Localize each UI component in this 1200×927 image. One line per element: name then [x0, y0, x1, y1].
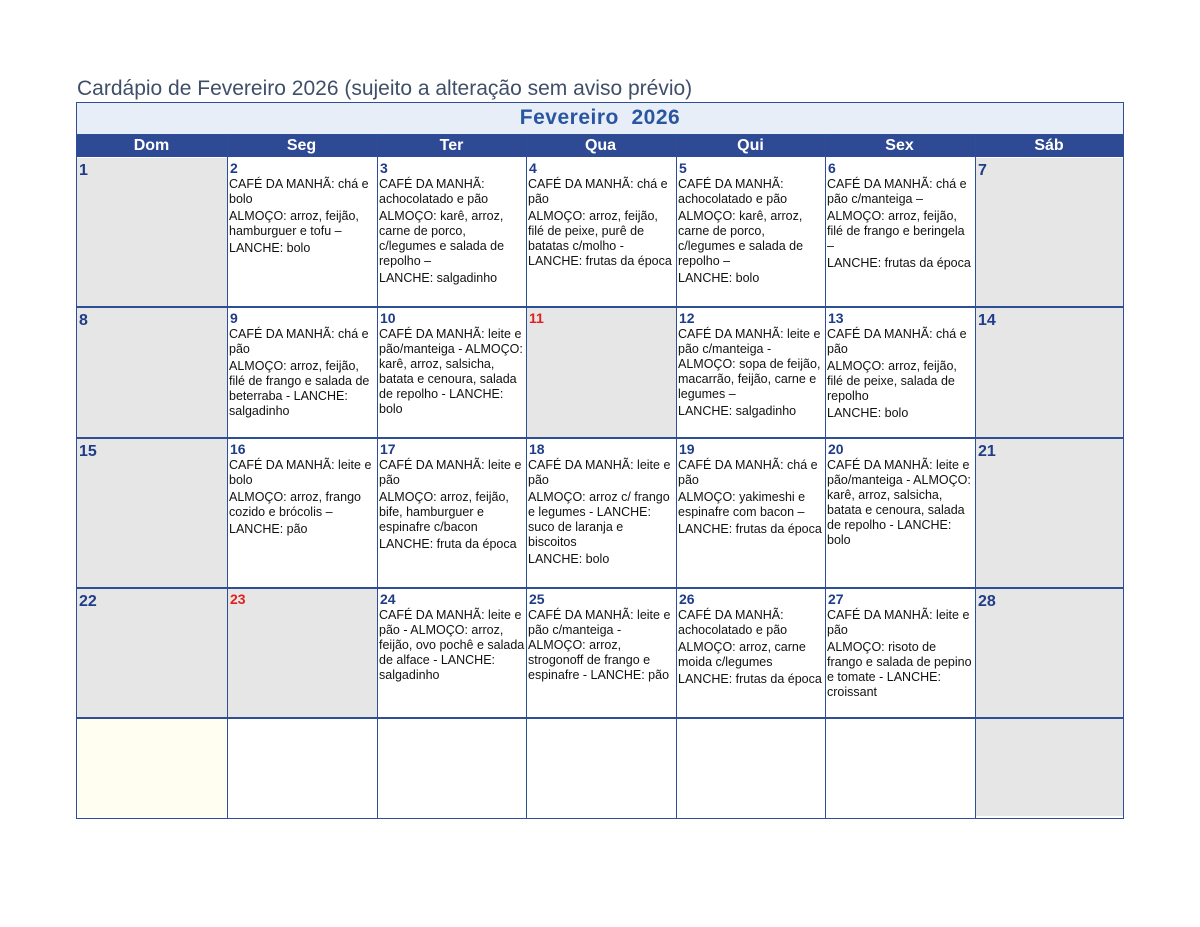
menu-item: CAFÉ DA MANHÃ: leite e pão - ALMOÇO: arroz, feijão, ovo pochê e salada de alface - LANCHE: salgadinho: [379, 608, 525, 682]
grid-divider-horizontal: [77, 717, 1123, 719]
menu-item: ALMOÇO: karê, arroz, carne de porco, c/legumes e salada de repolho –: [678, 209, 804, 268]
menu-item: CAFÉ DA MANHÃ: achocolatado e pão: [678, 608, 788, 637]
menu-item: ALMOÇO: arroz, feijão, filé de frango e salada de beterraba - LANCHE: salgadinho: [229, 359, 370, 418]
grid-divider-horizontal: [77, 587, 1123, 589]
calendar: [76, 102, 1124, 819]
menu-item: CAFÉ DA MANHÃ: chá e pão c/manteiga –: [827, 177, 967, 206]
day-number: 14: [978, 312, 996, 329]
menu-item: CAFÉ DA MANHÃ: leite e pão c/manteiga - ALMOÇO: arroz, strogonoff de frango e espinafre - LANCHE: pão: [528, 608, 671, 682]
menu-list: [378, 177, 526, 286]
day-number: 28: [978, 593, 996, 610]
weekday-monday: Seg: [286, 137, 317, 154]
day-cell-28: [976, 589, 1123, 717]
day-cell-11: [527, 308, 676, 437]
menu-item: LANCHE: fruta da época: [379, 537, 517, 551]
day-number: 11: [529, 310, 544, 326]
day-cell-25: [527, 589, 676, 717]
weekday-thursday: Qui: [737, 137, 764, 154]
day-cell-14: [976, 308, 1123, 437]
page-title: Cardápio de Fevereiro 2026 (sujeito a alteração sem aviso prévio): [77, 77, 693, 100]
grid-divider-vertical: [825, 135, 826, 818]
day-number: 10: [380, 310, 396, 326]
day-cell-16: [228, 439, 377, 587]
menu-item: ALMOÇO: arroz, frango cozido e brócolis –: [229, 490, 361, 519]
grid-divider-vertical: [676, 135, 677, 818]
menu-list: [677, 608, 825, 687]
day-cell-12: [677, 308, 825, 437]
day-number: 5: [679, 160, 687, 176]
menu-item: CAFÉ DA MANHÃ: chá e pão: [678, 458, 818, 487]
day-number: 23: [230, 591, 246, 607]
day-number: 9: [230, 310, 238, 326]
day-cell-27: [826, 589, 975, 717]
menu-list: [826, 458, 975, 548]
menu-item: LANCHE: salgadinho: [379, 271, 498, 285]
menu-item: CAFÉ DA MANHÃ: leite e pão: [528, 458, 671, 487]
menu-item: LANCHE: frutas da época: [827, 256, 971, 270]
grid-divider-vertical: [526, 135, 527, 818]
day-cell-13: [826, 308, 975, 437]
menu-item: ALMOÇO: yakimeshi e espinafre com bacon –: [678, 490, 806, 519]
day-number: 13: [828, 310, 844, 326]
day-number: 21: [978, 443, 996, 460]
day-number: 2: [230, 160, 238, 176]
menu-list: [826, 608, 975, 700]
menu-item: ALMOÇO: arroz, feijão, hamburguer e tofu –: [229, 209, 359, 238]
day-cell-15: [77, 439, 227, 587]
menu-item: LANCHE: pão: [229, 522, 308, 536]
menu-list: [228, 327, 377, 419]
day-cell-20: [826, 439, 975, 587]
weekday-header-row: [77, 135, 1123, 157]
menu-item: ALMOÇO: arroz, feijão, filé de peixe, purê de batatas c/molho - LANCHE: frutas da época: [528, 209, 672, 268]
day-cell-24: [378, 589, 526, 717]
menu-item: LANCHE: bolo: [229, 241, 311, 255]
day-cell-8: [77, 308, 227, 437]
day-cell-18: [527, 439, 676, 587]
menu-item: LANCHE: bolo: [827, 406, 909, 420]
day-cell-7: [976, 158, 1123, 306]
month-header: Fevereiro 2026: [77, 103, 1123, 135]
day-cell-22: [77, 589, 227, 717]
menu-item: CAFÉ DA MANHÃ: chá e pão: [528, 177, 668, 206]
day-number: 17: [380, 441, 396, 457]
menu-item: ALMOÇO: arroz, feijão, bife, hamburguer e espinafre c/bacon: [379, 490, 509, 534]
day-number: 4: [529, 160, 537, 176]
day-number: 12: [679, 310, 695, 326]
day-cell-6: [826, 158, 975, 306]
day-cell-10: [378, 308, 526, 437]
day-number: 6: [828, 160, 836, 176]
day-number: 19: [679, 441, 695, 457]
menu-list: [677, 458, 825, 537]
menu-list: [677, 327, 825, 419]
empty-day-cell: [527, 719, 676, 816]
day-cell-2: [228, 158, 377, 306]
menu-list: [228, 458, 377, 537]
menu-item: ALMOÇO: arroz c/ frango e legumes - LANCHE: suco de laranja e biscoitos: [528, 490, 670, 549]
menu-list: [826, 177, 975, 271]
menu-item: LANCHE: bolo: [528, 552, 610, 566]
day-cell-3: [378, 158, 526, 306]
menu-item: ALMOÇO: arroz, feijão, filé de peixe, salada de repolho: [827, 359, 957, 403]
day-cell-23: [228, 589, 377, 717]
menu-item: LANCHE: frutas da época: [678, 522, 822, 536]
day-number: 22: [79, 593, 97, 610]
day-number: 20: [828, 441, 844, 457]
menu-list: [527, 458, 676, 567]
day-number: 16: [230, 441, 246, 457]
day-number: 25: [529, 591, 545, 607]
menu-item: ALMOÇO: arroz, carne moida c/legumes: [678, 640, 806, 669]
menu-item: CAFÉ DA MANHÃ: achocolatado e pão: [678, 177, 788, 206]
day-number: 7: [978, 162, 987, 179]
grid-divider-vertical: [377, 135, 378, 818]
weekday-sunday: Dom: [133, 137, 170, 154]
day-cell-4: [527, 158, 676, 306]
menu-list: [228, 177, 377, 256]
menu-item: LANCHE: salgadinho: [678, 404, 797, 418]
day-cell-26: [677, 589, 825, 717]
grid-divider-vertical: [975, 135, 976, 818]
menu-item: ALMOÇO: karê, arroz, carne de porco, c/legumes e salada de repolho –: [379, 209, 505, 268]
day-number: 24: [380, 591, 396, 607]
menu-item: LANCHE: bolo: [678, 271, 760, 285]
weekday-tuesday: Ter: [439, 137, 464, 154]
day-cell-17: [378, 439, 526, 587]
menu-item: LANCHE: frutas da época: [678, 672, 822, 686]
menu-item: CAFÉ DA MANHÃ: leite e pão: [827, 608, 970, 637]
day-cell-5: [677, 158, 825, 306]
menu-list: [826, 327, 975, 421]
menu-item: CAFÉ DA MANHÃ: leite e pão/manteiga - ALMOÇO: karê, arroz, salsicha, batata e cenoura, salada de repolho - LANCHE: bolo: [827, 458, 971, 547]
menu-list: [527, 177, 676, 269]
empty-day-cell: [378, 719, 526, 816]
menu-list: [527, 608, 676, 683]
menu-item: CAFÉ DA MANHÃ: leite e pão c/manteiga - ALMOÇO: sopa de feijão, macarrão, feijão, carne e legumes –: [678, 327, 821, 401]
day-number: 26: [679, 591, 695, 607]
day-number: 15: [79, 443, 97, 460]
weekday-wednesday: Qua: [584, 137, 617, 154]
menu-item: CAFÉ DA MANHÃ: chá e pão: [229, 327, 369, 356]
grid-divider-horizontal: [77, 306, 1123, 308]
menu-item: CAFÉ DA MANHÃ: leite e bolo: [229, 458, 372, 487]
weekday-friday: Sex: [885, 137, 914, 154]
empty-day-cell: [228, 719, 377, 816]
menu-item: ALMOÇO: arroz, feijão, filé de frango e beringela –: [827, 209, 965, 253]
menu-list: [378, 327, 526, 417]
day-number: 1: [79, 162, 88, 179]
day-number: 27: [828, 591, 844, 607]
empty-day-cell: [677, 719, 825, 816]
day-number: 18: [529, 441, 545, 457]
menu-item: ALMOÇO: risoto de frango e salada de pepino e tomate - LANCHE: croissant: [827, 640, 972, 699]
menu-item: CAFÉ DA MANHÃ: chá e pão: [827, 327, 967, 356]
empty-day-cell: [77, 719, 227, 816]
day-number: 8: [79, 312, 88, 329]
menu-list: [378, 458, 526, 552]
day-cell-9: [228, 308, 377, 437]
day-cell-19: [677, 439, 825, 587]
day-number: 3: [380, 160, 388, 176]
weekday-saturday: Sáb: [1034, 137, 1064, 154]
menu-list: [677, 177, 825, 286]
menu-item: CAFÉ DA MANHÃ: leite e pão/manteiga - ALMOÇO: karê, arroz, salsicha, batata e cenoura, salada de repolho - LANCHE: bolo: [379, 327, 523, 416]
menu-list: [378, 608, 526, 683]
day-cell-21: [976, 439, 1123, 587]
grid-divider-horizontal: [77, 437, 1123, 439]
empty-day-cell: [976, 719, 1123, 816]
menu-item: CAFÉ DA MANHÃ: achocolatado e pão: [379, 177, 489, 206]
grid-divider-vertical: [227, 135, 228, 818]
day-cell-1: [77, 158, 227, 306]
menu-item: CAFÉ DA MANHÃ: leite e pão: [379, 458, 522, 487]
empty-day-cell: [826, 719, 975, 816]
menu-item: CAFÉ DA MANHÃ: chá e bolo: [229, 177, 369, 206]
